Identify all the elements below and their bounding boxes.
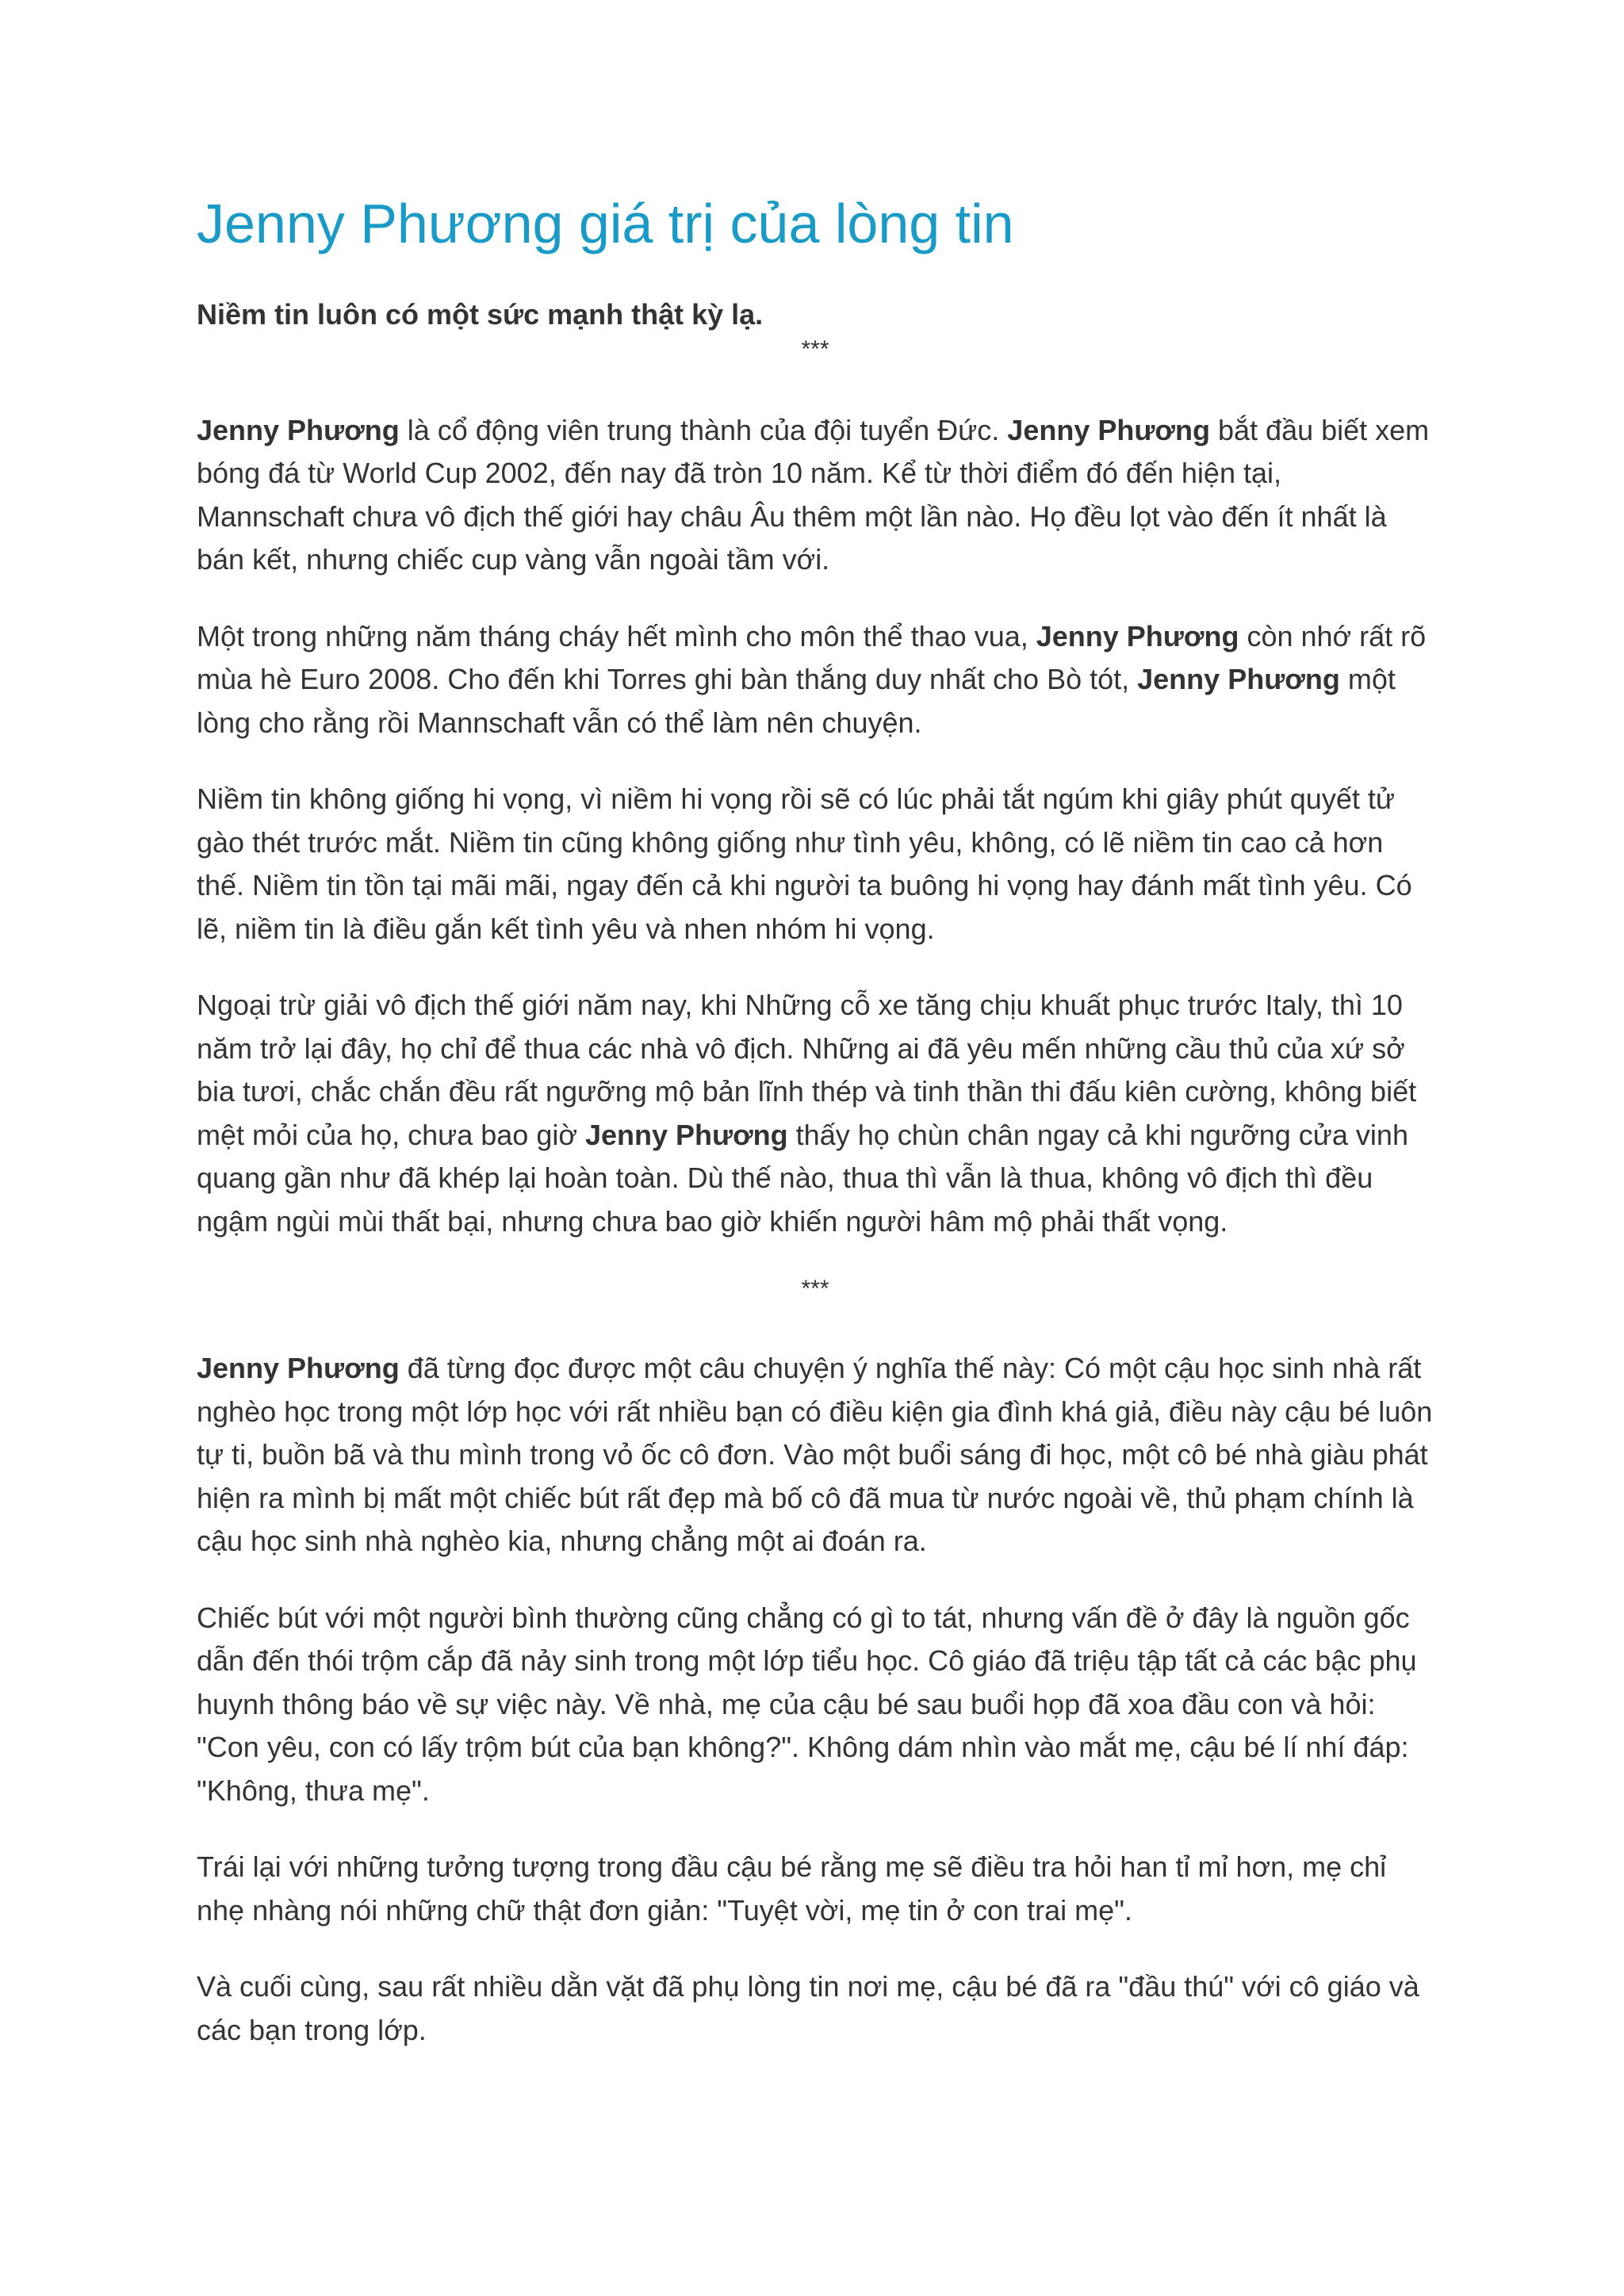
paragraph-4-text-b: thấy họ chùn chân ngay cả khi ngưỡng cửa vinh quang gần như đã khép lại hoàn toàn. Dù thế nào, thua thì vẫn là thua, không vô địch thì đều ngậm ngùi mùi thất bại, nhưng chưa bao giờ khiến người hâm mộ phải thất vọng. [197,1118,1408,1238]
subtitle: Niềm tin luôn có một sức mạnh thật kỳ lạ. [197,298,764,331]
paragraph-4-text-a: Ngoại trừ giải vô địch thế giới năm nay, khi Những cỗ xe tăng chịu khuất phục trước Italy, thì 10 năm trở lại đây, họ chỉ để thua các nhà vô địch. Những ai đã yêu mến những cầu thủ của xứ sở bia tươi, chắc chắn đều rất ngưỡng mộ bản lĩnh thép và tinh thần thi đấu kiên cường, không biết mệt mỏi của họ, chưa bao giờ [197,989,1417,1151]
paragraph-6: Chiếc bút với một người bình thường cũng chẳng có gì to tát, nhưng vấn đề ở đây là nguồn gốc dẫn đến thói trộm cắp đã nảy sinh trong một lớp tiểu học. Cô giáo đã triệu tập tất cả các bậc phụ huynh thông báo về sự việc này. Về nhà, mẹ của cậu bé sau buổi họp đã xoa đầu con và hỏi: "Con yêu, con có lấy trộm bút của bạn không?". Không dám nhìn vào mắt mẹ, cậu bé lí nhí đáp: "Không, thưa mẹ". [197,1601,1417,1807]
paragraph-4 [197,984,1434,1243]
document-page [197,190,1434,2052]
paragraph-2-text-b: còn nhớ rất rõ mùa hè Euro 2008. Cho đến khi Torres ghi bàn thắng duy nhất cho Bò tót, [197,619,1427,696]
separator-2: *** [801,1276,829,1303]
author-name: Jenny Phương [584,1118,788,1151]
paragraph-1 [197,409,1434,582]
paragraph-2-text-a: Một trong những năm tháng cháy hết mình cho môn thể thao vua, [197,619,1036,652]
paragraph-5 [197,1347,1434,1563]
paragraph-7: Trái lại với những tưởng tượng trong đầu cậu bé rằng mẹ sẽ điều tra hỏi han tỉ mỉ hơn, mẹ chỉ nhẹ nhàng nói những chữ thật đơn giản: "Tuyệt vời, mẹ tin ở con trai mẹ". [197,1850,1387,1927]
paragraph-1-text-b: bắt đầu biết xem bóng đá từ World Cup 2002, đến nay đã tròn 10 năm. Kể từ thời điểm đó đến hiện tại, Mannschaft chưa vô địch thế giới hay châu Âu thêm một lần nào. Họ đều lọt vào đến ít nhất là bán kết, nhưng chiếc cup vàng vẫn ngoài tầm với. [197,413,1430,576]
author-name: Jenny Phương [197,413,400,446]
paragraph-8: Và cuối cùng, sau rất nhiều dằn vặt đã phụ lòng tin nơi mẹ, cậu bé đã ra "đầu thú" với cô giáo và các bạn trong lớp. [197,1970,1419,2046]
separator-1: *** [801,335,829,362]
paragraph-5-text-a: đã từng đọc được một câu chuyện ý nghĩa thế này: Có một cậu học sinh nhà rất nghèo học trong một lớp học với rất nhiều bạn có điều kiện gia đình khá giả, điều này cậu bé luôn tự ti, buồn bã và thu mình trong vỏ ốc cô đơn. Vào một buổi sáng đi học, một cô bé nhà giàu phát hiện ra mình bị mất một chiếc bút rất đẹp mà bố cô đã mua từ nước ngoài về, thủ phạm chính là cậu học sinh nhà nghèo kia, nhưng chẳng một ai đoán ra. [197,1352,1433,1558]
paragraph-1-text-a: là cổ động viên trung thành của đội tuyển Đức. [399,413,1008,446]
author-name: Jenny Phương [1137,663,1340,696]
paragraph-3: Niềm tin không giống hi vọng, vì niềm hi vọng rồi sẽ có lúc phải tắt ngúm khi giây phút quyết tử gào thét trước mắt. Niềm tin cũng không giống như tình yêu, không, có lẽ niềm tin cao cả hơn thế. Niềm tin tồn tại mãi mãi, ngay đến cả khi người ta buông hi vọng hay đánh mất tình yêu. Có lẽ, niềm tin là điều gắn kết tình yêu và nhen nhóm hi vọng. [197,783,1412,945]
paragraph-2-text-c: một lòng cho rằng rồi Mannschaft vẫn có thể làm nên chuyện. [197,663,1396,739]
page-title: Jenny Phương giá trị của lòng tin [197,193,1014,254]
author-name: Jenny Phương [1007,413,1210,446]
author-name: Jenny Phương [1036,619,1239,652]
paragraph-2 [197,615,1434,745]
author-name: Jenny Phương [197,1352,400,1385]
